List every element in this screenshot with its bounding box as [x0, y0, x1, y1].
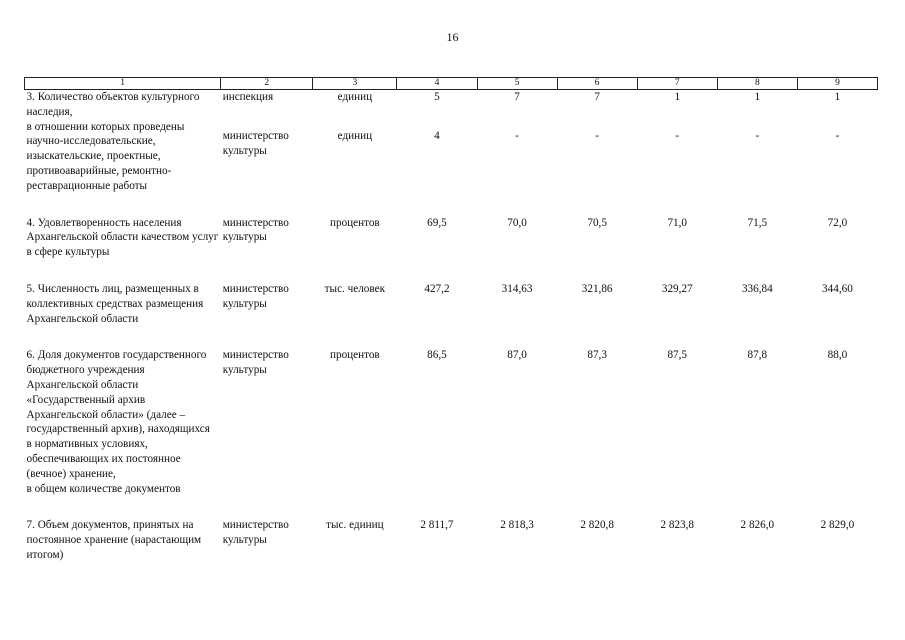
value-cell: 71,0	[667, 216, 688, 229]
value-cell: -	[675, 130, 680, 143]
value-cell: 329,27	[661, 282, 693, 295]
value-cell: 2 811,7	[420, 519, 454, 532]
responsible-cell: инспекция	[222, 91, 274, 103]
table-row	[25, 282, 878, 326]
value-cell: 2 823,8	[660, 519, 695, 532]
value-cell: 1	[834, 91, 841, 103]
unit-cell: единиц	[337, 91, 373, 103]
table-row	[25, 90, 878, 118]
value-cell: 69,5	[427, 216, 447, 229]
value-cell: 87,8	[747, 349, 768, 362]
value-cell: 70,0	[507, 216, 527, 229]
indicator-name: 3. Количество объектов культурного наследия,	[26, 91, 200, 118]
value-cell: 87,3	[587, 349, 607, 362]
value-cell: 321,86	[581, 282, 613, 295]
responsible-cell: министерство культуры	[222, 130, 289, 158]
column-number-cell: 1	[25, 78, 221, 90]
column-number-cell: 8	[717, 78, 797, 90]
unit-cell: единиц	[337, 130, 373, 143]
column-number-cell: 2	[221, 78, 313, 90]
value-cell: 344,60	[822, 282, 853, 295]
indicators-table	[24, 77, 878, 563]
unit-cell: процентов	[329, 216, 380, 229]
indicator-name-continued: в отношении которых проведены научно-исследовательские, изыскательские, проектные, противоаварийные, ремонтно-реставрационные работы	[26, 120, 185, 192]
value-cell: 87,5	[667, 349, 688, 362]
value-cell: 88,0	[827, 349, 848, 362]
page-number: 16	[446, 30, 459, 44]
value-cell: 4	[434, 130, 440, 143]
value-cell: -	[515, 130, 519, 143]
column-number-cell: 7	[637, 78, 717, 90]
table-row	[25, 216, 878, 260]
indicator-name-cell: 4. Удовлетворенность населения Архангельской области качеством услуг в сфере культуры	[26, 216, 219, 259]
value-cell: 71,5	[747, 216, 768, 229]
indicator-name-cell	[25, 90, 221, 194]
value-cell: 2 826,0	[740, 519, 775, 532]
value-cell: 2 820,8	[580, 519, 614, 532]
indicator-name-cell: 5. Численность лиц, размещенных в коллективных средствах размещения Архангельской области	[26, 282, 204, 325]
column-number-cell: 6	[557, 78, 637, 90]
value-cell: 427,2	[424, 282, 450, 295]
value-cell: 7	[594, 91, 600, 103]
column-number-header-row	[25, 78, 878, 90]
indicator-name: 6. Доля документов государственного бюджетного учреждения Архангельской области «Государственный архив Архангельской области» (далее – государственный архив), находящихся	[26, 349, 210, 436]
value-cell: 1	[674, 91, 681, 103]
value-cell: 1	[754, 91, 761, 103]
unit-cell: процентов	[329, 349, 380, 362]
indicator-name-cell	[25, 348, 221, 496]
value-cell: 314,63	[501, 282, 533, 295]
indicator-name-continued: в нормативных условиях, обеспечивающих их постоянное (вечное) хранение,	[26, 438, 181, 480]
responsible-cell: министерство культуры	[222, 349, 289, 377]
column-number-cell: 3	[313, 78, 397, 90]
value-cell: -	[595, 130, 599, 143]
indicator-name-cell: 7. Объем документов, принятых на постоянное хранение (нарастающим итогом)	[26, 519, 202, 561]
indicator-name-continued: в общем количестве документов	[26, 482, 181, 495]
value-cell: -	[755, 130, 760, 143]
value-cell: 2 818,3	[500, 519, 534, 532]
value-cell: -	[835, 130, 840, 143]
responsible-cell: министерство культуры	[222, 282, 289, 310]
value-cell: 86,5	[427, 349, 447, 362]
column-number-cell: 9	[797, 78, 877, 90]
column-number-cell: 5	[477, 78, 557, 90]
unit-cell: тыс. человек	[324, 282, 386, 295]
column-number-cell: 4	[397, 78, 477, 90]
table-row	[25, 348, 878, 496]
value-cell: 336,84	[741, 282, 773, 295]
table-row	[25, 518, 878, 562]
value-cell: 87,0	[507, 349, 527, 362]
value-cell: 7	[514, 91, 520, 103]
value-cell: 72,0	[827, 216, 848, 229]
value-cell: 5	[434, 91, 440, 103]
unit-cell: тыс. единиц	[326, 519, 384, 532]
value-cell: 2 829,0	[820, 519, 855, 532]
value-cell: 70,5	[587, 216, 607, 229]
responsible-cell: министерство культуры	[222, 216, 289, 244]
responsible-cell: министерство культуры	[222, 519, 289, 547]
